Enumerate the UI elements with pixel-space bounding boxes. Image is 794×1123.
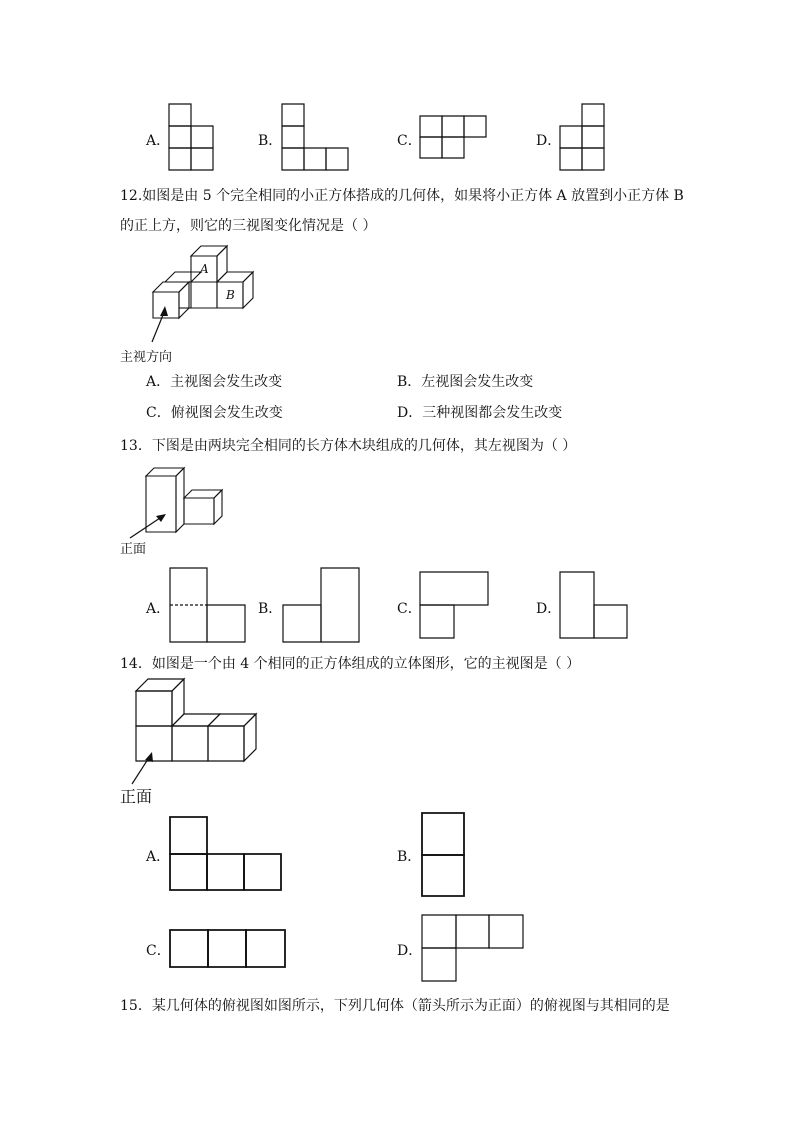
option-letter: D． bbox=[536, 601, 562, 617]
option-letter: A． bbox=[146, 133, 171, 149]
option-letter: C． bbox=[397, 133, 422, 149]
q13-stem: 13．下图是由两块完全相同的长方体木块组成的几何体，其左视图为（ ） bbox=[120, 438, 577, 454]
q12-stem-line1: 12.如图是由 5 个完全相同的小正方体搭成的几何体，如果将小正方体 A 放置到小正方体 B bbox=[120, 188, 684, 204]
q12-option-c[interactable]: C．俯视图会发生改变 bbox=[146, 405, 283, 421]
q12-option-a[interactable]: A．主视图会发生改变 bbox=[146, 374, 283, 390]
q14-stem: 14．如图是一个由 4 个相同的正方体组成的立体图形，它的主视图是（ ） bbox=[120, 656, 581, 672]
q12-option-b[interactable]: B．左视图会发生改变 bbox=[397, 374, 534, 390]
q12-cube-label-a: A bbox=[200, 262, 209, 276]
option-letter: D． bbox=[536, 133, 562, 149]
q12-option-d[interactable]: D．三种视图都会发生改变 bbox=[397, 405, 563, 421]
option-letter: A． bbox=[146, 601, 171, 617]
option-letter: D． bbox=[397, 943, 423, 959]
q15-stem: 15．某几何体的俯视图如图所示，下列几何体（箭头所示为正面）的俯视图与其相同的是 bbox=[120, 998, 670, 1014]
q14-front-label: 正面 bbox=[120, 787, 153, 806]
option-letter: C． bbox=[146, 943, 171, 959]
option-letter: C． bbox=[397, 601, 422, 617]
q12-cube-label-b: B bbox=[226, 288, 235, 302]
option-letter: B． bbox=[258, 133, 283, 149]
option-letter: B． bbox=[258, 601, 283, 617]
q12-stem-line2: 的正上方，则它的三视图变化情况是（ ） bbox=[120, 218, 377, 234]
option-letter: B． bbox=[397, 849, 422, 865]
q13-front-label: 正面 bbox=[120, 542, 147, 557]
q12-direction-label: 主视方向 bbox=[120, 350, 173, 365]
option-letter: A． bbox=[146, 849, 171, 865]
